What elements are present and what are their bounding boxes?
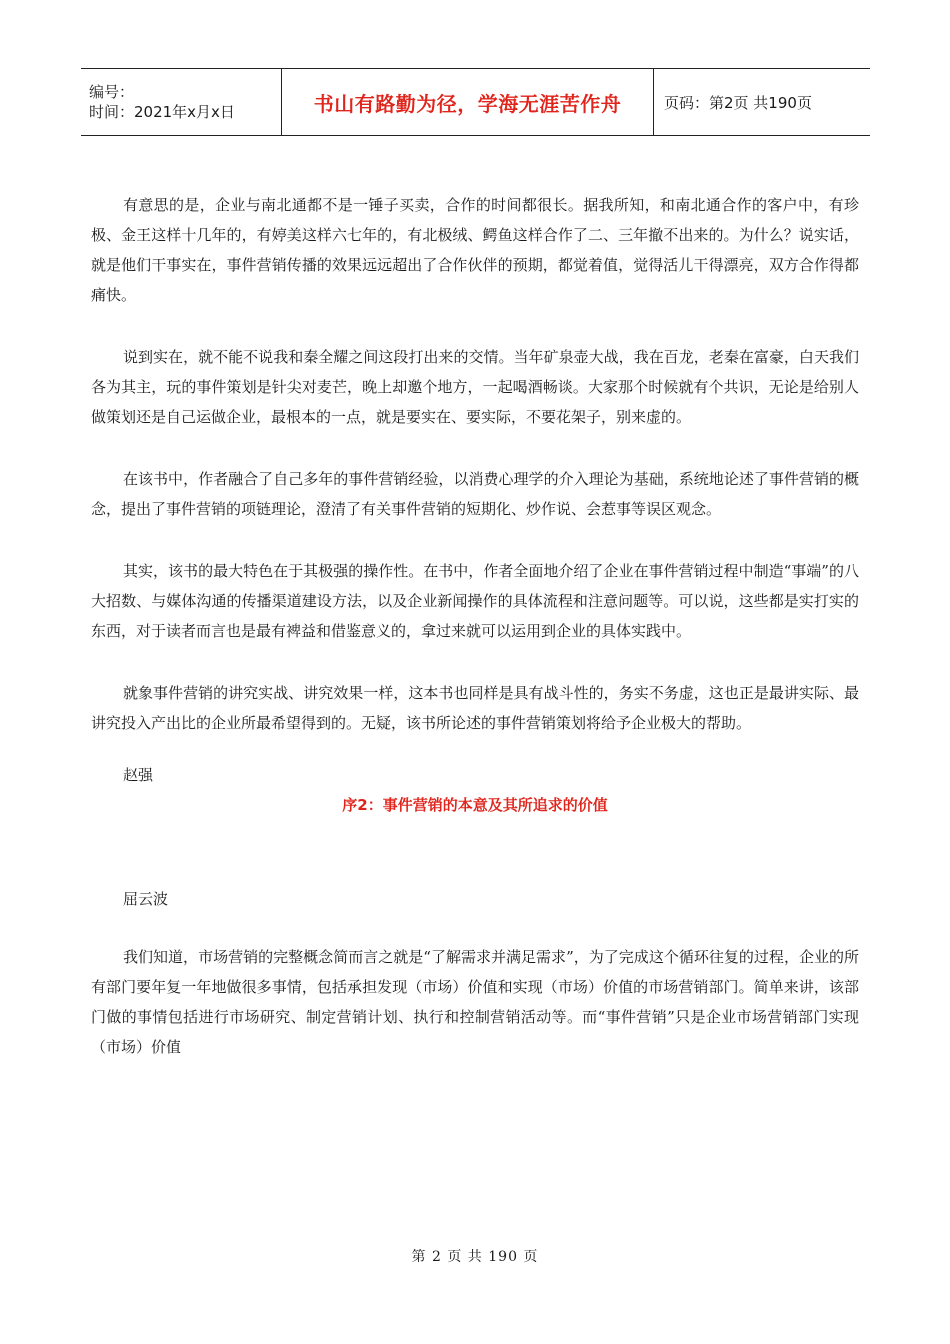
page-footer: 第 2 页 共 190 页 <box>411 1249 539 1265</box>
document-body <box>91 190 859 1094</box>
signature-author: 赵强 <box>123 766 154 784</box>
paragraph: 在该书中，作者融合了自己多年的事件营销经验，以消费心理学的介入理论为基础，系统地论述了事件营销的概念，提出了事件营销的项链理论，澄清了有关事件营销的短期化、炒作说、会惹事等误区观念。 <box>91 470 859 518</box>
signature-author: 屈云波 <box>123 890 169 908</box>
paragraph: 说到实在，就不能不说我和秦全耀之间这段打出来的交情。当年矿泉壶大战，我在百龙，老秦在富豪，白天我们各为其主，玩的事件策划是针尖对麦芒，晚上却邀个地方，一起喝酒畅谈。大家那个时候就有个共识，无论是给别人做策划还是自己运做企业，最根本的一点，就是要实在、要实际，不要花架子，别来虚的。 <box>91 348 859 426</box>
header-motto: 书山有路勤为径，学海无涯苦作舟 <box>281 69 654 135</box>
paragraph: 其实，该书的最大特色在于其极强的操作性。在书中，作者全面地介绍了企业在事件营销过程中制造“事端”的八大招数、与媒体沟通的传播渠道建设方法，以及企业新闻操作的具体流程和注意问题等。可以说，这些都是实打实的东西，对于读者而言也是最有裨益和借鉴意义的，拿过来就可以运用到企业的具体实践中。 <box>91 562 859 640</box>
paragraph: 我们知道，市场营销的完整概念简而言之就是“了解需求并满足需求”，为了完成这个循环往复的过程，企业的所有部门要年复一年地做很多事情，包括承担发现（市场）价值和实现（市场）价值的市场营销部门。简单来讲，该部门做的事情包括进行市场研究、制定营销计划、执行和控制营销活动等。而“事件营销”只是企业市场营销部门实现（市场）价值 <box>91 948 859 1056</box>
page-header <box>81 68 870 136</box>
date-label: 时间：2021年x月x日 <box>89 103 235 121</box>
header-meta <box>81 69 281 135</box>
paragraph: 有意思的是，企业与南北通都不是一锤子买卖，合作的时间都很长。据我所知，和南北通合作的客户中，有珍极、金王这样十几年的，有婷美这样六七年的，有北极绒、鳄鱼这样合作了二、三年撤不出来的。为什么？说实话，就是他们干事实在，事件营销传播的效果远远超出了合作伙伴的预期，都觉着值，觉得活儿干得漂亮，双方合作得都痛快。 <box>91 196 859 304</box>
section-title: 序2：事件营销的本意及其所追求的价值 <box>342 796 608 814</box>
header-page-info: 页码：第2页 共190页 <box>664 93 812 112</box>
number-label: 编号： <box>89 83 135 101</box>
paragraph: 就象事件营销的讲究实战、讲究效果一样，这本书也同样是具有战斗性的，务实不务虚，这也正是最讲实际、最讲究投入产出比的企业所最希望得到的。无疑，该书所论述的事件营销策划将给予企业极大的帮助。 <box>91 684 859 732</box>
